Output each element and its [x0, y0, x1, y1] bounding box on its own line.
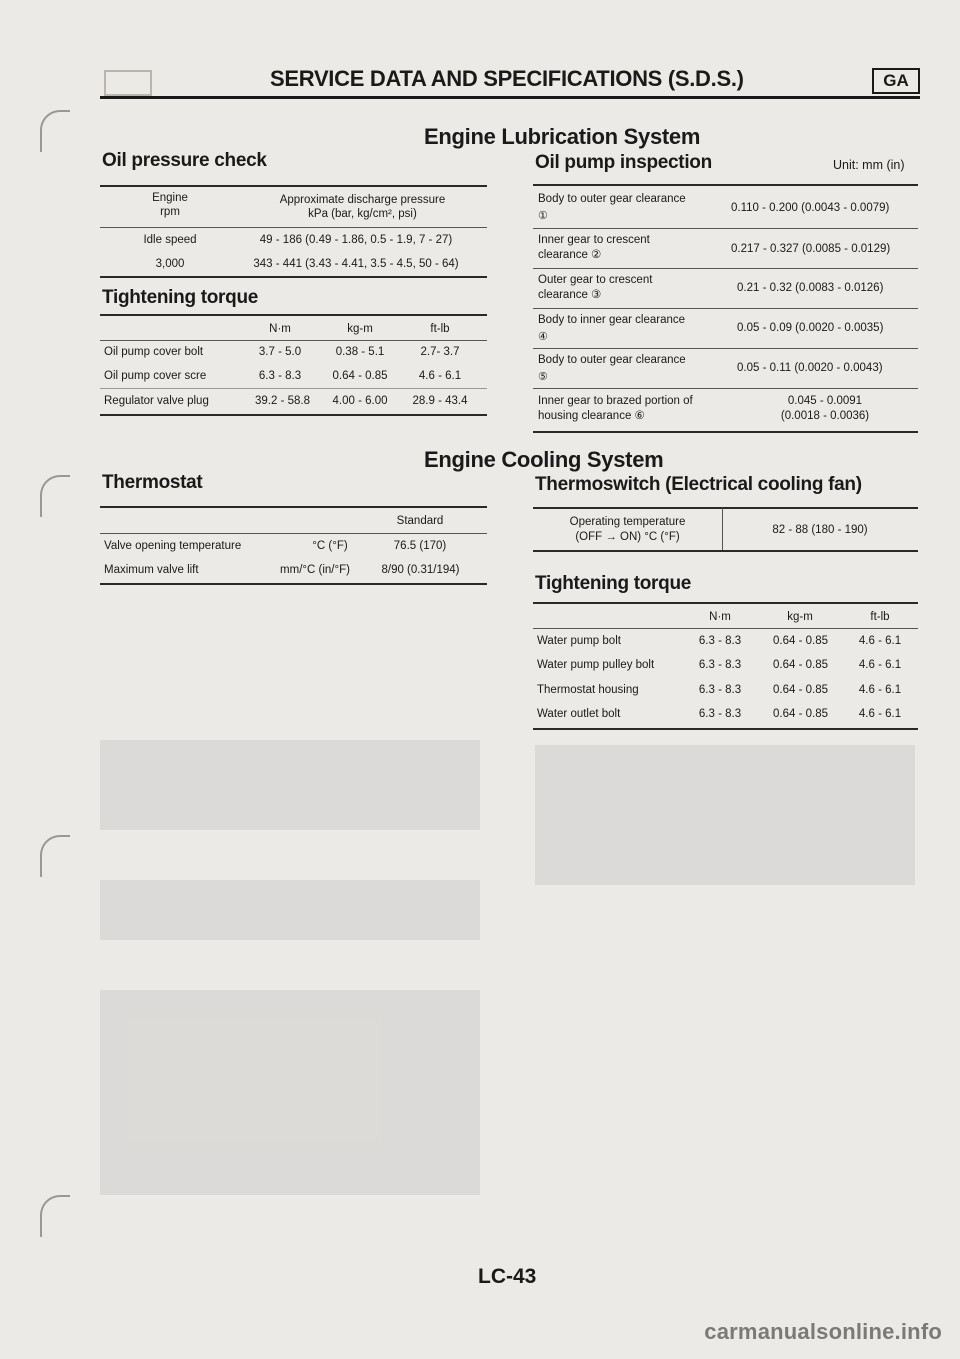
oil-pump-item-value: (0.0018 - 0.0036) — [780, 410, 870, 422]
table-rule — [533, 728, 918, 730]
oil-pump-item-label: Inner gear to crescent — [538, 234, 650, 246]
unit-label: Unit: mm (in) — [833, 158, 905, 172]
oil-pressure-header-engine: Engine rpm — [152, 192, 188, 218]
table-rule — [533, 348, 918, 349]
oil-pressure-rpm: Idle speed — [143, 234, 197, 246]
torque-ftlb: 4.6 - 6.1 — [858, 635, 902, 647]
oil-pump-item-label: clearance ② — [538, 249, 602, 261]
torque-ftlb: 4.6 - 6.1 — [858, 708, 902, 720]
table-rule — [100, 340, 487, 341]
torque-nm: 6.3 - 8.3 — [698, 635, 742, 647]
oil-pump-item-marker: ① — [538, 210, 548, 222]
torque-nm: 39.2 - 58.8 — [255, 395, 310, 407]
thermostat-unit: mm/°C (in/°F) — [280, 564, 350, 576]
oil-pump-item-label: Body to outer gear clearance — [538, 193, 686, 205]
table-rule — [100, 185, 487, 187]
table-rule — [100, 314, 487, 316]
oil-pump-item-value: 0.045 - 0.0091 — [787, 395, 863, 407]
torque-header-ftlb: ft-lb — [430, 323, 450, 335]
table-divider — [722, 508, 723, 550]
table-rule — [100, 414, 487, 416]
thermoswitch-label: (OFF → ON) °C (°F) — [575, 531, 680, 543]
torque-nm: 6.3 - 8.3 — [698, 708, 742, 720]
torque-ftlb: 4.6 - 6.1 — [418, 370, 462, 382]
torque-header-ftlb: ft-lb — [870, 611, 890, 623]
torque-ftlb: 4.6 - 6.1 — [858, 659, 902, 671]
thermostat-header-standard: Standard — [396, 515, 444, 527]
torque-part: Water outlet bolt — [537, 708, 621, 720]
torque-part: Thermostat housing — [537, 684, 639, 696]
torque-kgm: 0.64 - 0.85 — [773, 684, 828, 696]
page-header-title: SERVICE DATA AND SPECIFICATIONS (S.D.S.) — [270, 66, 744, 91]
table-rule — [533, 602, 918, 604]
torque-kgm: 0.38 - 5.1 — [335, 346, 385, 358]
torque-nm: 6.3 - 8.3 — [258, 370, 302, 382]
punch-hole-decoration — [40, 110, 70, 152]
page-number: LC-43 — [478, 1265, 537, 1288]
oil-pressure-header-pressure: Approximate discharge pressure kPa (bar, kg/cm², psi) — [279, 194, 446, 220]
table-rule — [100, 227, 487, 228]
torque-kgm: 0.64 - 0.85 — [773, 659, 828, 671]
punch-hole-decoration — [40, 475, 70, 517]
table-rule — [533, 268, 918, 269]
table-rule — [100, 533, 487, 534]
oil-pump-item-value: 0.05 - 0.11 (0.0020 - 0.0043) — [737, 362, 883, 374]
torque-kgm: 4.00 - 6.00 — [332, 395, 388, 407]
torque-ftlb: 28.9 - 43.4 — [412, 395, 468, 407]
oil-pump-title: Oil pump inspection — [535, 152, 712, 173]
table-rule — [100, 388, 487, 389]
table-rule — [533, 628, 918, 629]
table-rule — [533, 228, 918, 229]
oil-pump-item-label: Outer gear to crescent — [538, 274, 653, 286]
table-rule — [100, 276, 487, 278]
oil-pump-item-marker: ⑤ — [538, 371, 548, 383]
thermoswitch-value: 82 - 88 (180 - 190) — [772, 524, 868, 536]
table-rule — [533, 388, 918, 389]
torque-header-kgm: kg-m — [347, 323, 373, 335]
table-rule — [533, 308, 918, 309]
thermostat-item: Valve opening temperature — [104, 540, 242, 552]
oil-pump-item-label: clearance ③ — [538, 289, 602, 301]
table-rule — [100, 583, 487, 585]
torque-part: Water pump pulley bolt — [537, 659, 655, 671]
torque-header-nm: N·m — [709, 611, 731, 623]
table-rule — [533, 184, 918, 186]
torque-nm: 6.3 - 8.3 — [698, 684, 742, 696]
torque-kgm: 0.64 - 0.85 — [332, 370, 388, 382]
torque-part: Oil pump cover bolt — [104, 346, 204, 358]
torque-ftlb: 4.6 - 6.1 — [858, 684, 902, 696]
torque-nm: 6.3 - 8.3 — [698, 659, 742, 671]
thermostat-value: 8/90 (0.31/194) — [381, 564, 460, 576]
lubrication-torque-title: Tightening torque — [102, 287, 259, 308]
oil-pump-item-label: Inner gear to brazed portion of — [538, 395, 693, 407]
oil-pump-item-label: Body to outer gear clearance — [538, 354, 686, 366]
oil-pump-item-value: 0.05 - 0.09 (0.0020 - 0.0035) — [737, 322, 884, 334]
header-rule — [100, 96, 920, 99]
bleed-through-decoration — [100, 880, 480, 940]
thermoswitch-title: Thermoswitch (Electrical cooling fan) — [535, 474, 862, 495]
section-badge: GA — [872, 68, 920, 94]
oil-pump-item-value: 0.110 - 0.200 (0.0043 - 0.0079) — [731, 202, 890, 214]
bleed-through-decoration — [535, 745, 915, 885]
cooling-system-title: Engine Cooling System — [424, 447, 664, 472]
punch-hole-decoration — [40, 835, 70, 877]
torque-header-nm: N·m — [269, 323, 291, 335]
bleed-through-decoration — [100, 740, 480, 830]
oil-pressure-value: 343 - 441 (3.43 - 4.41, 3.5 - 4.5, 50 - 64) — [253, 258, 459, 270]
torque-part: Water pump bolt — [537, 635, 621, 647]
header-left-box — [104, 70, 152, 96]
bleed-through-decoration — [100, 990, 480, 1195]
thermostat-unit: °C (°F) — [312, 540, 348, 552]
oil-pump-item-label: housing clearance ⑥ — [538, 410, 645, 422]
oil-pump-item-marker: ④ — [538, 331, 548, 343]
oil-pump-item-label: Body to inner gear clearance — [538, 314, 686, 326]
oil-pump-item-value: 0.217 - 0.327 (0.0085 - 0.0129) — [731, 243, 891, 255]
torque-part: Regulator valve plug — [104, 395, 209, 407]
lubrication-system-title: Engine Lubrication System — [424, 124, 701, 149]
torque-nm: 3.7 - 5.0 — [258, 346, 302, 358]
oil-pressure-value: 49 - 186 (0.49 - 1.86, 0.5 - 1.9, 7 - 27) — [259, 234, 453, 246]
oil-pressure-title: Oil pressure check — [102, 150, 267, 171]
thermoswitch-label: Operating temperature — [569, 516, 686, 528]
oil-pressure-rpm: 3,000 — [155, 258, 185, 270]
table-rule — [533, 550, 918, 552]
torque-part: Oil pump cover scre — [104, 370, 207, 382]
thermostat-value: 76.5 (170) — [393, 540, 447, 552]
torque-ftlb: 2.7- 3.7 — [420, 346, 460, 358]
thermostat-title: Thermostat — [102, 472, 203, 493]
thermostat-item: Maximum valve lift — [104, 564, 199, 576]
torque-kgm: 0.64 - 0.85 — [773, 635, 828, 647]
cooling-torque-title: Tightening torque — [535, 573, 692, 594]
table-rule — [533, 431, 918, 433]
oil-pump-item-value: 0.21 - 0.32 (0.0083 - 0.0126) — [737, 282, 884, 294]
table-rule — [533, 507, 918, 509]
punch-hole-decoration — [40, 1195, 70, 1237]
torque-header-kgm: kg-m — [787, 611, 813, 623]
table-rule — [100, 506, 487, 508]
torque-kgm: 0.64 - 0.85 — [773, 708, 828, 720]
watermark-text: carmanualsonline.info — [704, 1319, 942, 1344]
